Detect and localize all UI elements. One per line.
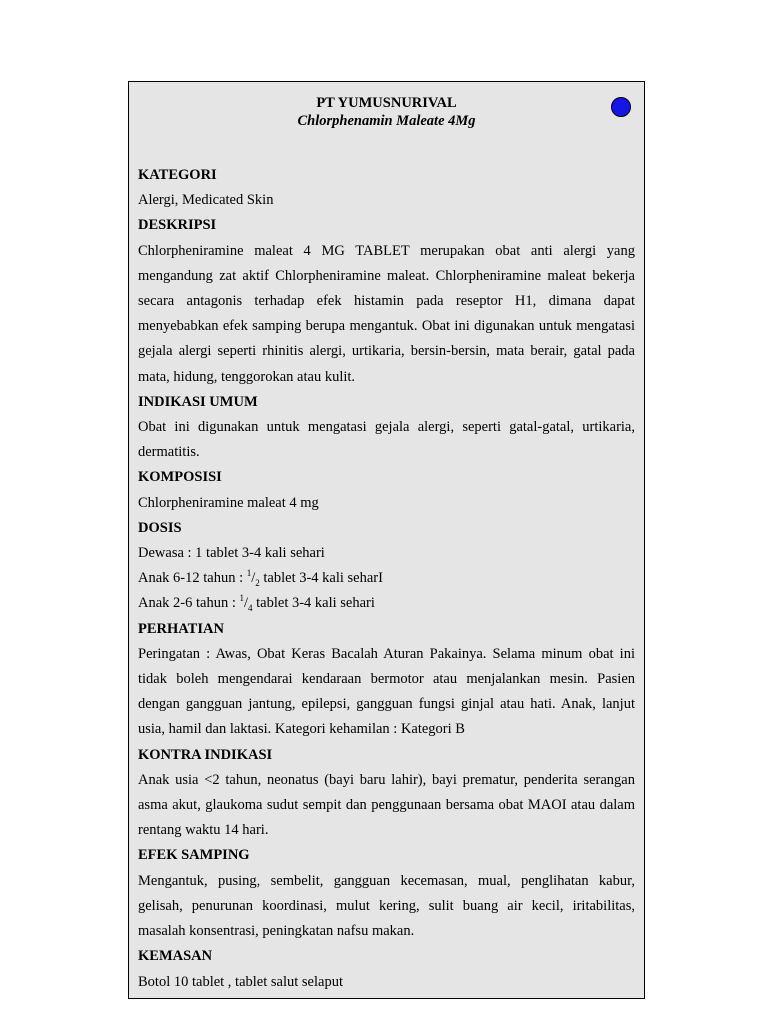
section-title-indikasi: INDIKASI UMUM xyxy=(138,393,258,410)
section-text-kontra: Anak usia <2 tahun, neonatus (bayi baru lahir), bayi prematur, penderita serangan asma akut, glaukoma sudut sempit dan penggunaan bersama obat MAOI atau dalam rentang waktu 14 hari. xyxy=(138,771,635,839)
section-text-perhatian: Peringatan : Awas, Obat Keras Bacalah Aturan Pakainya. Selama minum obat ini tidak boleh mengendarai kendaraan bermotor atau menjalankan mesin. Pasien dengan gangguan jantung, epilepsi, gangguan fungsi ginjal atau hati. Anak, lanjut usia, hamil dan laktasi. Kategori kehamilan : Kategori B xyxy=(138,645,635,738)
product-name: Chlorphenamin Maleate 4Mg xyxy=(297,113,476,129)
section-title-dosis: DOSIS xyxy=(138,519,182,536)
section-title-efek: EFEK SAMPING xyxy=(138,847,250,864)
section-title-kemasan: KEMASAN xyxy=(138,948,213,965)
section-title-kontra: KONTRA INDIKASI xyxy=(138,746,273,763)
section-text-kemasan: Botol 10 tablet , tablet salut selaput xyxy=(138,973,343,990)
dosis-anak-2-6-prefix: Anak 2-6 tahun : xyxy=(138,595,240,612)
dosis-anak-6-12-suffix: tablet 3-4 kali seharI xyxy=(259,570,383,587)
document-body xyxy=(138,163,635,995)
fraction-numerator: 1 xyxy=(246,568,252,579)
fraction-numerator: 1 xyxy=(239,593,244,604)
dosis-anak-2-6: Anak 2-6 tahun : $^1/_4$ tablet 3-4 kali sehari xyxy=(138,593,375,614)
logo-icon xyxy=(611,97,631,117)
product-info-card xyxy=(128,81,645,999)
fraction-denominator: 4 xyxy=(248,603,253,614)
fraction-denominator: 2 xyxy=(255,578,260,589)
company-name: PT YUMUSNURIVAL xyxy=(316,95,457,111)
dosis-anak-2-6-suffix: tablet 3-4 kali sehari xyxy=(252,595,375,612)
section-text-efek: Mengantuk, pusing, sembelit, gangguan kecemasan, mual, penglihatan kabur, gelisah, penurunan koordinasi, mulut kering, sulit buang air kecil, iritabilitas, masalah konsentrasi, peningkatan nafsu makan. xyxy=(138,872,635,940)
dosis-anak-6-12-prefix: Anak 6-12 tahun : xyxy=(138,570,247,587)
section-text-deskripsi: Chlorpheniramine maleat 4 MG TABLET merupakan obat anti alergi yang mengandung zat aktif Chlorpheniramine maleat. Chlorpheniramine maleat bekerja secara antagonis terhadap efek histamin pada reseptor H1, dimana dapat menyebabkan efek samping berupa mengantuk. Obat ini digunakan untuk mengatasi gejala alergi seperti rhinitis alergi, urtikaria, bersin-bersin, mata berair, gatal pada mata, hidung, tenggorokan atau kulit. xyxy=(138,242,635,385)
section-text-indikasi: Obat ini digunakan untuk mengatasi gejala alergi, seperti gatal-gatal, urtikaria, dermatitis. xyxy=(138,419,635,461)
section-title-perhatian: PERHATIAN xyxy=(138,620,224,637)
dosis-dewasa: Dewasa : 1 tablet 3-4 kali sehari xyxy=(138,545,325,562)
section-title-deskripsi: DESKRIPSI xyxy=(138,217,217,234)
dosis-anak-6-12: Anak 6-12 tahun : $^1/_2$ tablet 3-4 kali seharI xyxy=(138,568,383,589)
section-title-kategori: KATEGORI xyxy=(138,167,217,183)
section-title-komposisi: KOMPOSISI xyxy=(138,469,222,486)
section-text-kategori: Alergi, Medicated Skin xyxy=(138,192,274,209)
section-text-komposisi: Chlorpheniramine maleat 4 mg xyxy=(138,494,319,511)
